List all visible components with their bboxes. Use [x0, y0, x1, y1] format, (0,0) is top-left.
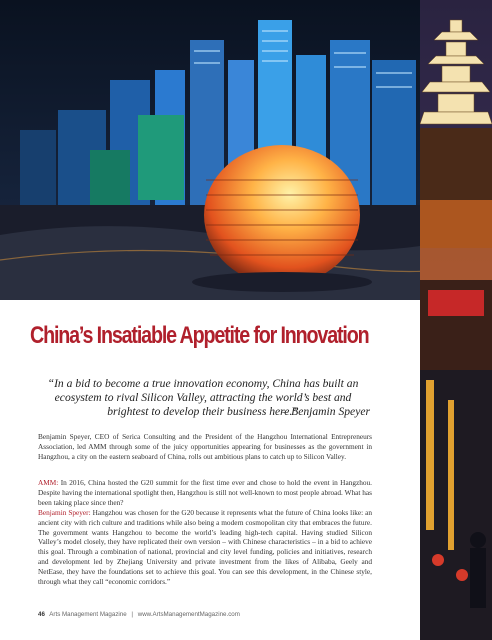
answer-text: Hangzhou was chosen for the G20 because it represents what the future of China looks like: an ancient city with rich culture and traditions while also being a modern cosmopolitan city that embraces the future. The government wants Hangzhou to become the world’s leading high-tech capital. Having studied Silicon Valley’s model closely, they have replicated their own version – with Chinese characteristics – in a bid to achieve this goal. Through a combination of national, provincial and city level funding, policies and initiatives, research and development led by Zhejiang University and private investment from the likes of Alibaba, Geely and NetEase, they have the foundations set to achieve this goal. You can see this development, in the Chinese style, through what they call “economic corridors.” [38, 507, 372, 587]
quote-attribution: – Benjamin Speyer [282, 405, 370, 418]
hero-image [0, 0, 492, 300]
question-text: In 2016, China hosted the G20 summit for the first time ever and chose to hold the event in Hangzhou. Despite having the international spotlight then, Hangzhou is still not well-known to most people abroad. What has been taking place since then? [38, 478, 372, 507]
pagoda-photo [420, 0, 492, 640]
interviewee-label: Benjamin Speyer: [38, 507, 91, 517]
magazine-name: Arts Management Magazine [49, 611, 127, 618]
city-night-photo [0, 0, 492, 300]
pull-quote: “In a bid to become a true innovation economy, China has built an ecosystem to rival Silicon Valley, attracting the world’s best and brightest to develop their business here.” [47, 377, 359, 418]
intro-paragraph: Benjamin Speyer, CEO of Serica Consulting and the President of the Hangzhou International Entrepreneurs Association, led AMM through some of the juicy opportunities appearing for businesses as the government in Hangzhou, a city on the eastern seaboard of China, rolls out ambitious plans to catch up to Silicon Valley. [38, 432, 372, 461]
interviewer-label: AMM: [38, 478, 59, 487]
footer-separator: | [131, 611, 134, 618]
page-number: 46 [38, 611, 45, 618]
pagoda-image [420, 0, 492, 640]
magazine-url[interactable]: www.ArtsManagementMagazine.com [137, 611, 240, 618]
question-paragraph [38, 478, 372, 587]
article-headline: China’s Insatiable Appetite for Innovation [30, 322, 369, 349]
page-footer [38, 611, 240, 618]
